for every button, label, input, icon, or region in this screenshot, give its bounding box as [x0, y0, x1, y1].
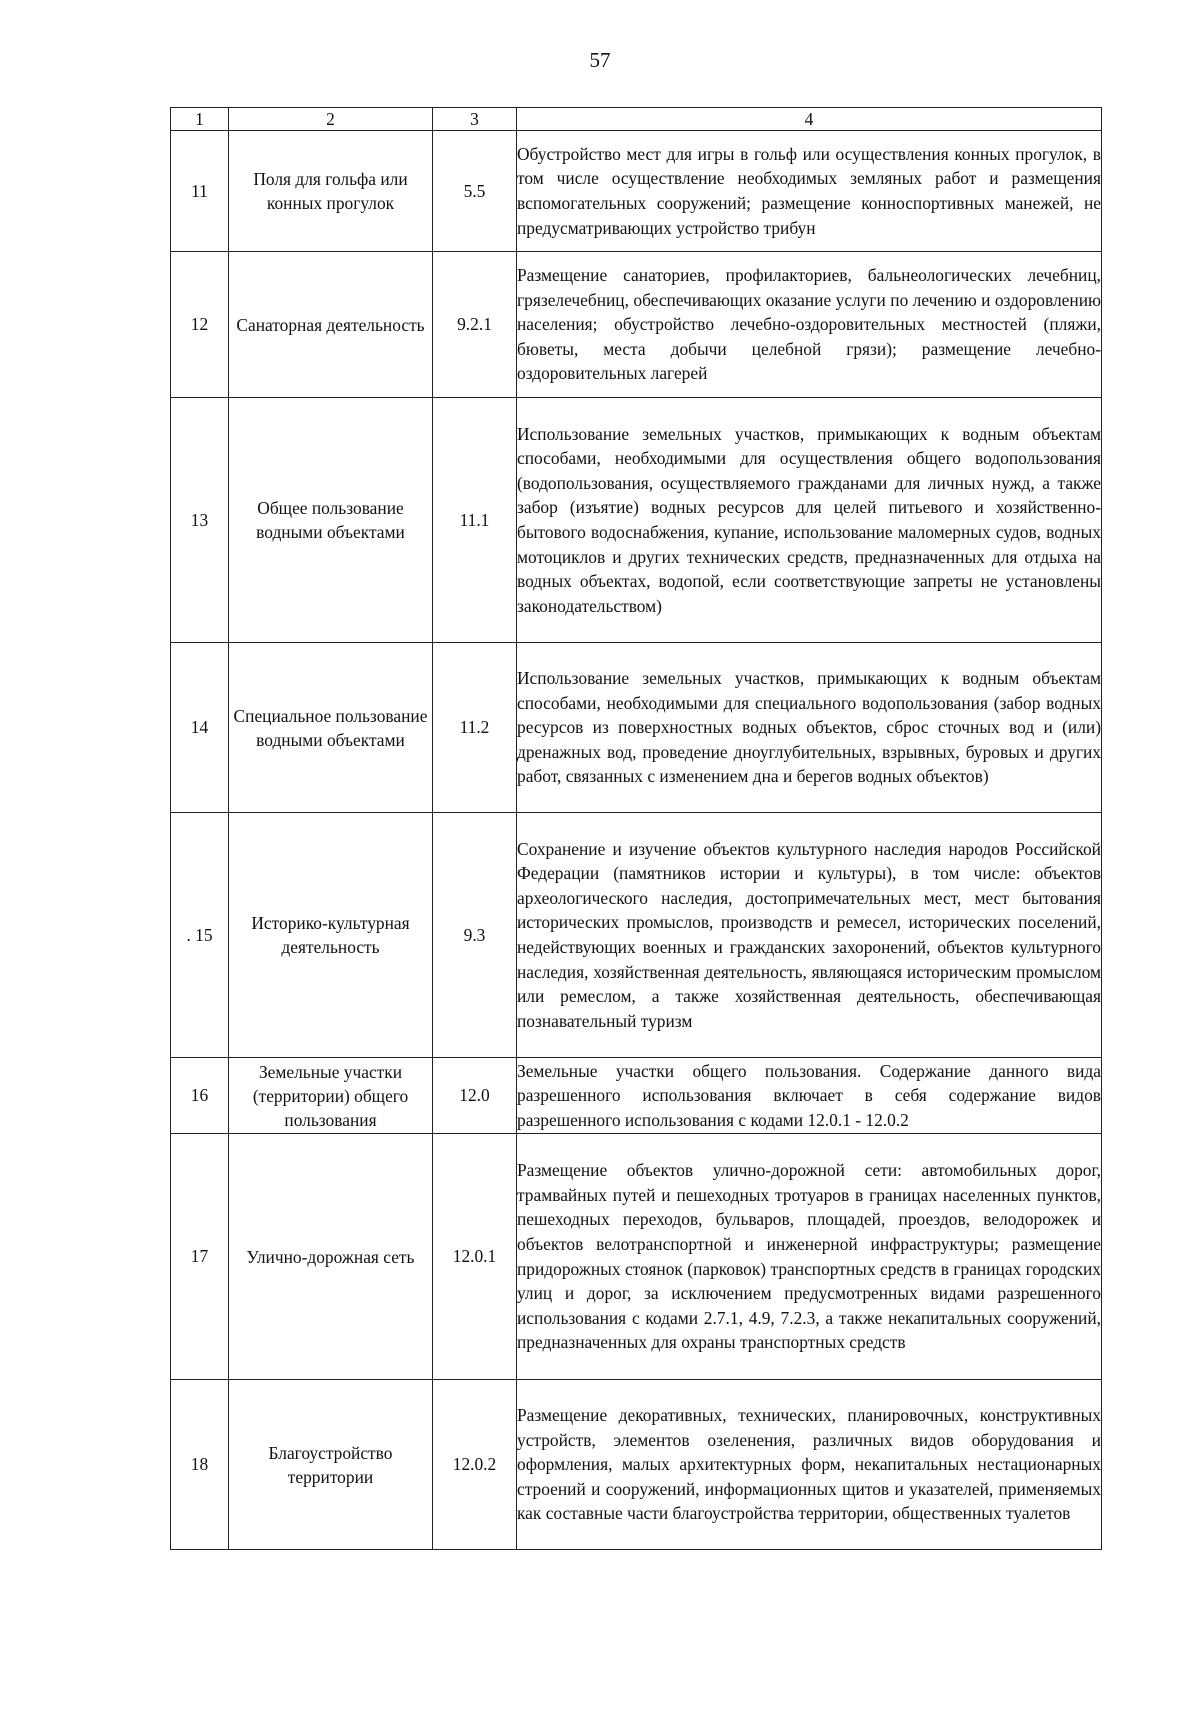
row-number: 18 — [171, 1380, 229, 1550]
land-use-name: Земельные участки (территории) общего пользования — [229, 1058, 433, 1134]
row-number: 14 — [171, 643, 229, 813]
table-header-row — [171, 108, 1102, 131]
land-use-code: 12.0.2 — [433, 1380, 517, 1550]
column-header-code: 3 — [433, 108, 517, 131]
land-use-name: Благоустройство территории — [229, 1380, 433, 1550]
table-row — [171, 1380, 1102, 1550]
table-row — [171, 131, 1102, 252]
land-use-description: Размещение санаториев, профилакториев, бальнеологических лечебниц, грязелечебниц, обеспечивающих оказание услуги по лечению и оздоровлению населения; обустройство лечебно-оздоровительных местностей (пляжи, бюветы, места добычи целебной грязи); размещение лечебно-оздоровительных лагерей — [517, 252, 1102, 398]
land-use-table — [170, 107, 1102, 1550]
land-use-code: 9.2.1 — [433, 252, 517, 398]
land-use-name: Специальное пользование водными объектами — [229, 643, 433, 813]
row-number: 11 — [171, 131, 229, 252]
land-use-code: 11.1 — [433, 398, 517, 643]
table-row — [171, 813, 1102, 1058]
row-number: 13 — [171, 398, 229, 643]
table-row — [171, 252, 1102, 398]
row-number: 17 — [171, 1134, 229, 1380]
land-use-code: 12.0 — [433, 1058, 517, 1134]
land-use-name: Поля для гольфа или конных прогулок — [229, 131, 433, 252]
land-use-description: Использование земельных участков, примыкающих к водным объектам способами, необходимыми для осуществления общего водопользования (водопользования, осуществляемого гражданами для личных нужд, а также забор (изъятие) водных ресурсов для целей питьевого и хозяйственно-бытового водоснабжения, купание, использование маломерных судов, водных мотоциклов и других технических средств, предназначенных для отдыха на водных объектах, водопой, если соответствующие запреты не установлены законодательством) — [517, 398, 1102, 643]
land-use-name: Историко-культурная деятельность — [229, 813, 433, 1058]
land-use-code: 12.0.1 — [433, 1134, 517, 1380]
row-number: 16 — [171, 1058, 229, 1134]
table-row — [171, 1058, 1102, 1134]
row-number: 12 — [171, 252, 229, 398]
land-use-code: 9.3 — [433, 813, 517, 1058]
land-use-description: Обустройство мест для игры в гольф или осуществления конных прогулок, в том числе осуществление необходимых земляных работ и размещения вспомогательных сооружений; размещение конноспортивных манежей, не предусматривающих устройство трибун — [517, 131, 1102, 252]
table-row — [171, 398, 1102, 643]
land-use-code: 11.2 — [433, 643, 517, 813]
page-number: 57 — [589, 48, 611, 72]
column-header-name: 2 — [229, 108, 433, 131]
land-use-name: Санаторная деятельность — [229, 252, 433, 398]
table-row — [171, 643, 1102, 813]
table-row — [171, 1134, 1102, 1380]
land-use-code: 5.5 — [433, 131, 517, 252]
row-number: . 15 — [171, 813, 229, 1058]
land-use-description: Размещение объектов улично-дорожной сети: автомобильных дорог, трамвайных путей и пешеходных тротуаров в границах населенных пунктов, пешеходных переходов, бульваров, площадей, проездов, велодорожек и объектов велотранспортной и инженерной инфраструктуры; размещение придорожных стоянок (парковок) транспортных средств в границах городских улиц и дорог, за исключением предусмотренных видами разрешенного использования с кодами 2.7.1, 4.9, 7.2.3, а также некапитальных сооружений, предназначенных для охраны транспортных средств — [517, 1134, 1102, 1380]
land-use-description: Использование земельных участков, примыкающих к водным объектам способами, необходимыми для специального водопользования (забор водных ресурсов из поверхностных водных объектов, сброс сточных вод и (или) дренажных вод, проведение дноуглубительных, взрывных, буровых и других работ, связанных с изменением дна и берегов водных объектов) — [517, 643, 1102, 813]
land-use-description: Сохранение и изучение объектов культурного наследия народов Российской Федерации (памятников истории и культуры), в том числе: объектов археологического наследия, достопримечательных мест, мест бытования исторических промыслов, производств и ремесел, исторических поселений, недействующих военных и гражданских захоронений, объектов культурного наследия, хозяйственная деятельность, являющаяся историческим промыслом или ремеслом, а также хозяйственная деятельность, обеспечивающая познавательный туризм — [517, 813, 1102, 1058]
column-header-description: 4 — [517, 108, 1102, 131]
land-use-name: Улично-дорожная сеть — [229, 1134, 433, 1380]
land-use-name: Общее пользование водными объектами — [229, 398, 433, 643]
column-header-number: 1 — [171, 108, 229, 131]
land-use-description: Размещение декоративных, технических, планировочных, конструктивных устройств, элементов озеленения, различных видов оборудования и оформления, малых архитектурных форм, некапитальных нестационарных строений и сооружений, информационных щитов и указателей, применяемых как составные части благоустройства территории, общественных туалетов — [517, 1380, 1102, 1550]
land-use-description: Земельные участки общего пользования. Содержание данного вида разрешенного использования включает в себя содержание видов разрешенного использования с кодами 12.0.1 - 12.0.2 — [517, 1058, 1102, 1134]
